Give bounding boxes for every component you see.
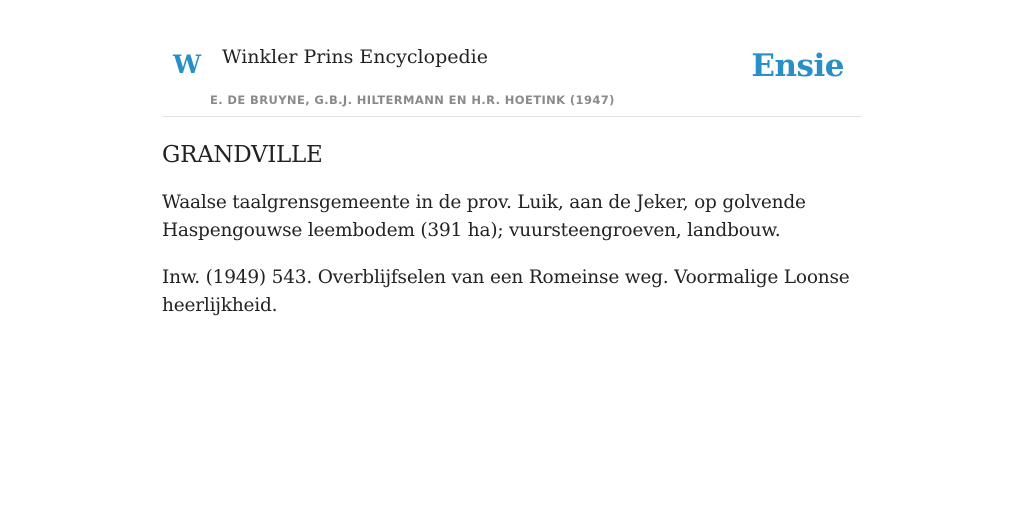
- article-paragraph: Waalse taalgrensgemeente in de prov. Luik, aan de Jeker, op golvende Haspengouwse leembodem (391 ha); vuursteengroeven, landbouw.: [162, 192, 806, 241]
- winkler-prins-logo[interactable]: W: [173, 50, 202, 79]
- article: [162, 140, 862, 320]
- entry-title: GRANDVILLE: [162, 142, 323, 168]
- source-authors: E. DE BRUYNE, G.B.J. HILTERMANN EN H.R. HOETINK (1947): [210, 93, 615, 107]
- article-paragraph: Inw. (1949) 543. Overblijfselen van een Romeinse weg. Voormalige Loonse heerlijkheid.: [162, 267, 850, 316]
- source-title[interactable]: Winkler Prins Encyclopedie: [222, 46, 488, 68]
- ensie-logo[interactable]: Ensie: [751, 48, 844, 84]
- source-header: [162, 0, 862, 117]
